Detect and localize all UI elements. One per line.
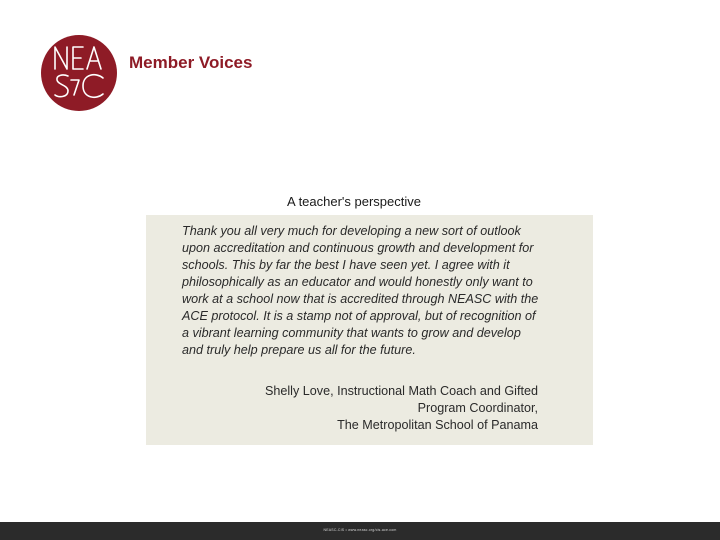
quote-box — [146, 215, 593, 445]
attribution-line-3: The Metropolitan School of Panama — [337, 418, 538, 432]
page-title: Member Voices — [129, 53, 253, 72]
attribution-line-1: Shelly Love, Instructional Math Coach and Gifted — [264, 384, 538, 398]
neasc-logo — [41, 35, 117, 111]
attribution-line-2: Program Coordinator, — [417, 401, 538, 415]
section-subtitle: A teacher's perspective — [287, 194, 421, 209]
quote-attribution — [198, 383, 538, 434]
testimonial-quote: Thank you all very much for developing a new sort of outlook upon accreditation and continuous growth and development for schools. This by far the best I have seen yet. I agree with it philosophically as an educator and would honestly only want to work at a school now that is accredited through NEASC with the ACE protocol. It is a stamp not of approval, but of recognition of a vibrant learning community that wants to grow and develop and truly help prepare us all for the future. — [182, 224, 539, 357]
footer-bar — [0, 522, 720, 540]
footer-text: NEASC-CIS • www.neasc.org/cis-ace.com — [323, 528, 397, 532]
